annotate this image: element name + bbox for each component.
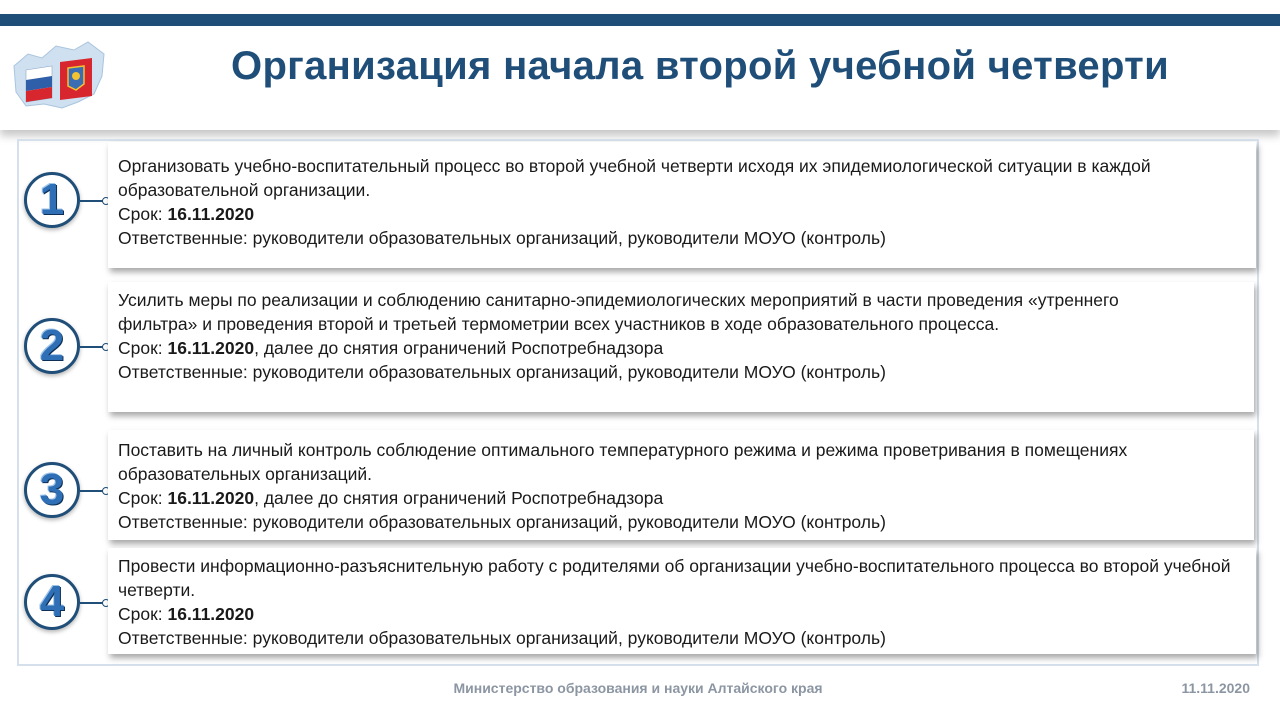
connector-line (80, 200, 106, 202)
task-text: Организовать учебно-воспитательный процесс во второй учебной четверти исходя их эпидемиологической ситуации в каждой образовательной организации. (118, 156, 1151, 200)
deadline-line (118, 486, 1242, 510)
deadline-extra: , далее до снятия ограничений Роспотребнадзора (254, 338, 664, 358)
responsible-text: Ответственные: руководители образовательных организаций, руководители МОУО (контроль) (118, 228, 886, 248)
item-number-badge (24, 462, 80, 518)
deadline-line (118, 336, 1242, 360)
deadline-date: 16.11.2020 (167, 204, 255, 224)
item-number: 4 (39, 577, 65, 626)
item-number-badge (24, 574, 80, 630)
footer-date: 11.11.2020 (1181, 680, 1250, 696)
page-title: Организация начала второй учебной четверти (231, 44, 1169, 88)
task-text: Усилить меры по реализации и соблюдению санитарно-эпидемиологических мероприятий в части проведения «утреннего фильтра» и проведения второй и третьей термометрии всех участников в ходе образовательного процесса. (118, 290, 1119, 334)
deadline-line (118, 602, 1244, 626)
deadline-label: Срок: (118, 488, 168, 508)
deadline-label: Срок: (118, 204, 168, 224)
task-card (108, 142, 1256, 268)
deadline-date: 16.11.2020 (167, 488, 255, 508)
item-number: 2 (39, 321, 65, 370)
deadline-label: Срок: (118, 604, 168, 624)
deadline-line (118, 202, 1244, 226)
connector-line (80, 346, 106, 348)
top-accent-bar (0, 14, 1280, 26)
task-card (108, 430, 1254, 540)
responsible-text: Ответственные: руководители образовательных организаций, руководители МОУО (контроль) (118, 512, 886, 532)
connector-line (80, 490, 106, 492)
item-number: 1 (39, 175, 65, 224)
task-card (108, 548, 1256, 654)
responsible-text: Ответственные: руководители образовательных организаций, руководители МОУО (контроль) (118, 628, 886, 648)
deadline-date: 16.11.2020 (167, 604, 255, 624)
task-text: Провести информационно-разъяснительную работу с родителями об организации учебно-воспитательного процесса во второй учебной четверти. (118, 556, 1231, 600)
deadline-label: Срок: (118, 338, 168, 358)
item-number-badge (24, 318, 80, 374)
footer-ministry-name: Министерство образования и науки Алтайского края (453, 680, 823, 696)
slide-header (0, 26, 1280, 130)
connector-line (80, 602, 106, 604)
responsible-text: Ответственные: руководители образовательных организаций, руководители МОУО (контроль) (118, 362, 886, 382)
item-number: 3 (39, 465, 65, 514)
item-number-badge (24, 172, 80, 228)
task-text: Поставить на личный контроль соблюдение оптимального температурного режима и режима проветривания в помещениях образовательных организаций. (118, 440, 1128, 484)
deadline-date: 16.11.2020 (167, 338, 255, 358)
task-card (108, 282, 1254, 412)
altai-region-emblem-icon (8, 36, 110, 114)
deadline-extra: , далее до снятия ограничений Роспотребнадзора (254, 488, 664, 508)
